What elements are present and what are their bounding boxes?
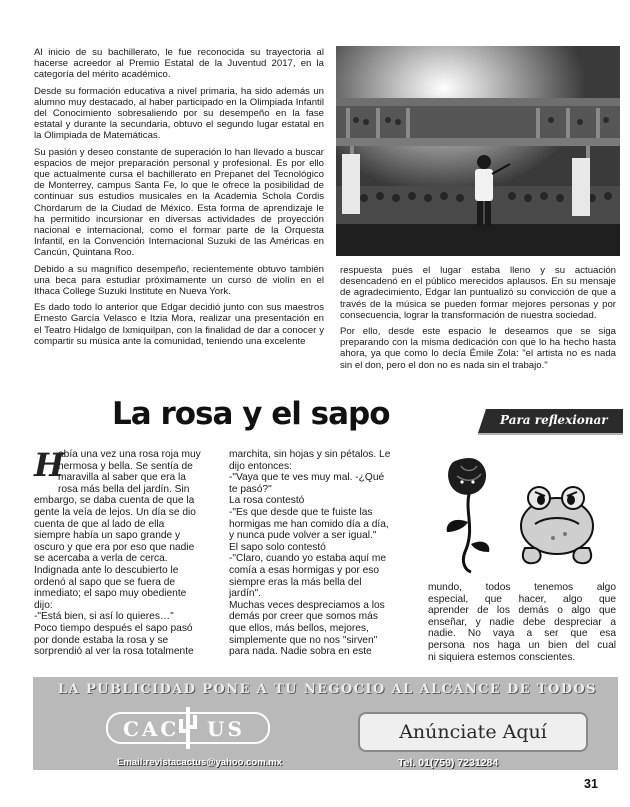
story-title: La rosa y el sapo: [112, 396, 390, 432]
story-line: rosa más bella del jardín. Sin: [58, 483, 190, 495]
cactus-logo: [103, 703, 273, 753]
article-right-column: [340, 265, 616, 376]
theater-stage-illustration: [336, 46, 620, 256]
story-line: gente la veía de lejos. Un día se dio: [34, 506, 196, 518]
story-line: comía a esas hormigas y por eso: [229, 564, 380, 576]
story-line: hermosa y bella. Se sentía de: [58, 460, 193, 472]
story-line: embargo, se daba cuenta de que la: [34, 495, 195, 507]
story-line: oscuro y que era por eso que nadie: [34, 541, 195, 553]
story-line: nadie. No vaya a ser que esa: [428, 628, 616, 640]
page-number: 31: [584, 777, 598, 791]
story-column-2: [229, 449, 415, 658]
story-line: te pasó?": [229, 483, 272, 495]
frog-icon: [521, 487, 593, 563]
story-line: mundo, todos tenemos algo: [428, 582, 616, 593]
article-paragraph: Desde su formación educativa a nivel primaria, ha sido además un alumno muy destacado, al haber participado en la Olimpiada Infantil del Conocimiento sobresaliendo por su desempeño en la fase estatal y durante la secundaria, obtuvo el segundo lugar estatal en la Olimpiada de Matemáticas.: [34, 85, 324, 142]
story-line: Indignada ante lo descubierto le: [34, 564, 179, 576]
advertisement-banner: [33, 677, 618, 770]
story-line: persona nos haga un bien del cual: [428, 639, 616, 651]
story-line: La rosa contestó: [229, 495, 305, 507]
article-paragraph: Es dado todo lo anterior que Edgar decidió junto con sus maestros Ernesto García Velasco e Itzia Mora, realizar una presentación en el Teatro Hidalgo de Ixmiquilpan, con la finalidad de dar a conocer y compartir su música ante la comunidad, teniendo una excelente: [34, 302, 324, 347]
story-line: Muchas veces despreciamos a los: [229, 599, 385, 611]
banner-text: Para reflexionar: [500, 413, 608, 427]
story-column-1: [34, 446, 220, 658]
story-line: siempre eras la más bella del: [229, 576, 362, 588]
rose-icon: [447, 458, 490, 572]
article-paragraph: Al inicio de su bachillerato, le fue reconocida su trayectoria al hacerse acreedor al Premio Estatal de la Juventud 2017, en la categoría del mérito académico.: [34, 47, 324, 81]
story-line: -"Claro, cuando yo estaba aquí me: [229, 553, 387, 565]
advertise-here-box: [358, 712, 588, 752]
story-line: siempre había un sapo grande y: [34, 530, 181, 542]
story-line: enseñar, y nadie debe despreciar a: [428, 616, 616, 628]
story-line: -"Está bien, si así lo quieres…": [34, 611, 174, 623]
ad-email: Email:revistacactus@yahoo.com.mx: [117, 757, 283, 768]
rose-and-frog-illustration: [435, 452, 610, 580]
story-line: aprender de los demás o algo que: [428, 605, 616, 617]
story-line: especial, que hacer, algo que: [428, 593, 616, 605]
story-line: jardín".: [229, 588, 261, 600]
story-line: dijo:: [34, 599, 53, 611]
story-line: ni siquiera estemos conscientes.: [428, 651, 576, 663]
story-line: que ellos, más bellos, mejores,: [229, 622, 369, 634]
story-line: demás por creer que somos más: [229, 611, 378, 623]
story-line: -"Vaya que te ves muy mal. -¿Qué: [229, 472, 385, 484]
story-line: El sapo solo contestó: [229, 541, 326, 553]
logo-letters-left: CAC: [123, 717, 180, 741]
cactus-logo-icon: [103, 703, 273, 753]
story-line: ordenó al sapo que se fuera de: [34, 576, 176, 588]
story-column-3: [428, 582, 616, 663]
story-line: abía una vez una rosa roja muy: [58, 449, 201, 460]
story-line: para nada. Nadie sobra en este: [229, 646, 372, 658]
ad-phone: Tel. 01(759) 7231284: [398, 757, 499, 769]
ad-slogan: LA PUBLICIDAD PONE A TU NEGOCIO AL ALCANCE DE TODOS: [58, 682, 597, 697]
story-line: hormigas me han comido día a día,: [229, 518, 389, 530]
story-line: maravilla al saber que era la: [58, 472, 186, 484]
article-paragraph: Por ello, desde este espacio le deseamos que se siga preparando con la misma dedicación con que lo ha hecho hasta ahora, ya que como lo decía Émile Zola: "el artista no es nada sin el don, pero el don no es nada sin el trabajo.": [340, 326, 616, 371]
story-line: y nunca pude volver a ser igual.": [229, 530, 377, 542]
story-line: marchita, sin hojas y sin pétalos. Le: [229, 449, 391, 460]
rose-frog-drawing: [435, 452, 610, 580]
logo-letters-right: US: [207, 717, 245, 741]
story-line: por donde estaba la rosa y se: [34, 634, 169, 646]
concert-photo: [336, 46, 620, 256]
story-line: sorprendió al ver la rosa totalmente: [34, 646, 194, 658]
story-line: Poco tiempo después el sapo pasó: [34, 622, 193, 634]
story-line: -"Es que desde que te fuiste las: [229, 506, 373, 518]
article-paragraph: respuesta pues el lugar estaba lleno y su actuación desencadenó en el público merecidos aplausos. En su mensaje de agradecimiento, Edgar lan puntualizó su convicción de que a través de la música se pueden formar mejores personas y por consecuencia, lograr la transformación de nuestra sociedad.: [340, 265, 616, 321]
drop-cap: H: [34, 446, 65, 484]
advertise-here-text: Anúnciate Aquí: [399, 721, 547, 743]
story-line: se acercaba a verla de cerca.: [34, 553, 168, 565]
story-line: simplemente que no nos "sirven": [229, 634, 378, 646]
article-paragraph: Debido a su magnífico desempeño, recientemente obtuvo también una beca para estudiar próximamente un curso de violín en el Ithaca College Suzuki Institute en Nueva York.: [34, 263, 324, 298]
story-line: dijo entonces:: [229, 460, 292, 472]
reflection-banner: [478, 406, 623, 436]
article-paragraph: Su pasión y deseo constante de superación lo han llevado a buscar espacios de mejor preparación personal y profesional. Es por ello que actualmente cursa el bachillerato en Prepanet del Tecnológico de Monterrey, campus Santa Fe, lo que le ofrece la posibilidad de continuar sus estudios musicales en la Academia Schola Cordis Chordarum de la Ciudad de México. Esta forma de aprendizaje le ha permitido incursionar en diversas actividades de proyección nacional e internacional, como el formar parte de la Orquesta Infantil, en la Convención Internacional Suzuki de las Américas en Cancún, Quintana Roo.: [34, 146, 324, 259]
story-line: inmediato; el sapo muy obediente: [34, 588, 187, 600]
article-left-column: [34, 47, 324, 352]
story-line: cuenta de que al lado de ella: [34, 518, 165, 530]
